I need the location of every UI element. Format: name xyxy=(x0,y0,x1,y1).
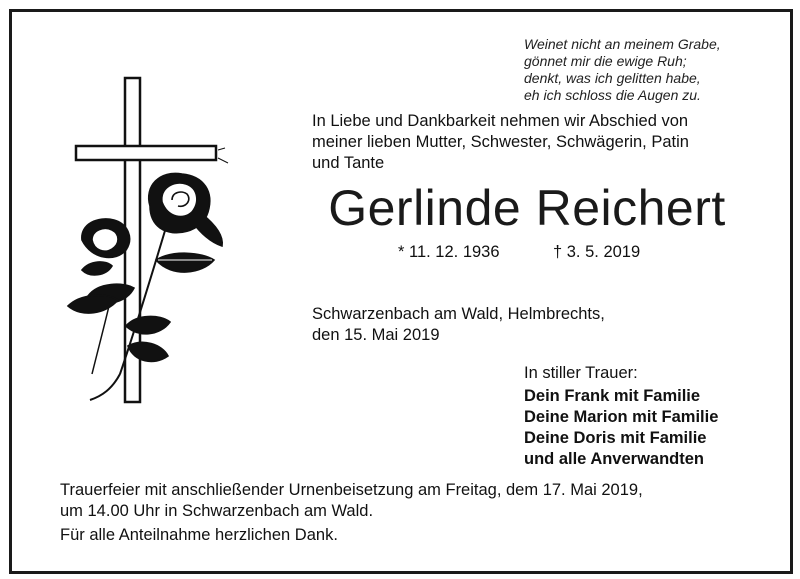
mourners-list xyxy=(524,386,718,470)
poem xyxy=(524,36,774,104)
service-line: um 14.00 Uhr in Schwarzenbach am Wald. xyxy=(60,502,374,520)
service-line: Trauerfeier mit anschließender Urnenbeisetzung am Freitag, dem 17. Mai 2019, xyxy=(60,481,643,499)
intro-text xyxy=(312,111,752,174)
cross-with-roses-icon xyxy=(62,74,262,414)
mourner-item: Dein Frank mit Familie xyxy=(524,387,701,405)
mourners-heading: In stiller Trauer: xyxy=(524,364,638,382)
place-line: Schwarzenbach am Wald, Helmbrechts, xyxy=(312,305,605,323)
poem-line: denkt, was ich gelitten habe, xyxy=(524,70,701,86)
place-and-date xyxy=(312,304,605,346)
mourner-item: Deine Marion mit Familie xyxy=(524,408,719,426)
rose-icon xyxy=(68,173,222,400)
poem-line: eh ich schloss die Augen zu. xyxy=(524,87,701,103)
intro-line: meiner lieben Mutter, Schwester, Schwägerin, Patin xyxy=(312,133,689,151)
thanks-note: Für alle Anteilnahme herzlichen Dank. xyxy=(60,526,338,544)
mourner-item: und alle Anverwandten xyxy=(524,450,705,468)
death-date: † 3. 5. 2019 xyxy=(553,243,641,261)
mourner-item: Deine Doris mit Familie xyxy=(524,429,707,447)
date-line: den 15. Mai 2019 xyxy=(312,326,440,344)
poem-line: Weinet nicht an meinem Grabe, xyxy=(524,36,721,52)
birth-date: * 11. 12. 1936 xyxy=(398,243,500,261)
intro-line: In Liebe und Dankbarkeit nehmen wir Abschied von xyxy=(312,112,689,130)
intro-line: und Tante xyxy=(312,154,385,172)
poem-line: gönnet mir die ewige Ruh; xyxy=(524,53,687,69)
service-info xyxy=(60,480,643,522)
deceased-name: Gerlinde Reichert xyxy=(328,180,726,236)
